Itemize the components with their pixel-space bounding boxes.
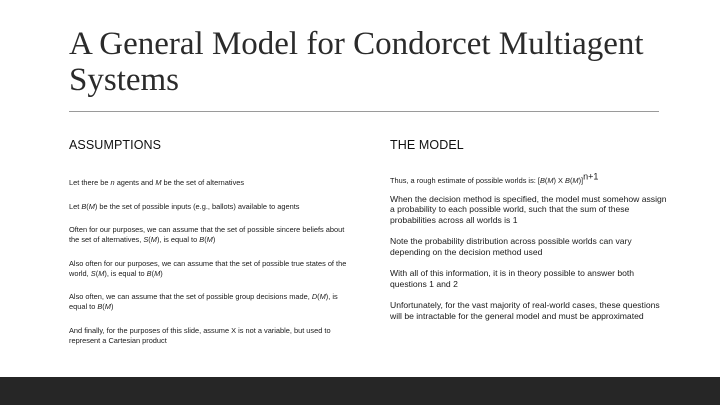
- model-list: [390, 171, 672, 332]
- assumptions-heading: ASSUMPTIONS: [69, 138, 162, 152]
- model-item: With all of this information, it is in theory possible to answer both questions 1 and 2: [390, 268, 635, 289]
- assumption-item: Also often, we can assume that the set of possible group decisions made, D(M), is equal to B(M): [69, 292, 338, 311]
- model-heading: THE MODEL: [390, 138, 464, 152]
- model-item: Note the probability distribution across possible worlds can vary depending on the decision method used: [390, 236, 632, 257]
- assumption-item: Let there be n agents and M be the set of alternatives: [69, 178, 245, 187]
- assumption-item: Also often for our purposes, we can assume that the set of possible true states of the world, S(M), is equal to B(M): [69, 258, 347, 278]
- model-item: Thus, a rough estimate of possible worlds is: [B(M) X B(M)]$^{n+1}$: [390, 171, 599, 185]
- assumption-item: And finally, for the purposes of this slide, assume X is not a variable, but used to represent a Cartesian product: [69, 325, 331, 345]
- assumptions-list: [69, 178, 351, 359]
- model-item: When the decision method is specified, the model must somehow assign a probability to each possible world, such that the sum of these probabilities across all worlds is 1: [390, 193, 667, 225]
- title-divider: [69, 111, 659, 112]
- model-item: Unfortunately, for the vast majority of real-world cases, these questions will be intractable for the general model and must be approximated: [390, 300, 660, 321]
- assumption-item: Often for our purposes, we can assume that the set of possible sincere beliefs about the set of alternatives, S(M), is equal to B(M): [69, 225, 345, 244]
- footer-bar: [0, 377, 720, 405]
- assumption-item: Let B(M) be the set of possible inputs (e.g., ballots) available to agents: [69, 201, 300, 211]
- slide-title: A General Model for Condorcet Multiagent Systems: [69, 26, 644, 98]
